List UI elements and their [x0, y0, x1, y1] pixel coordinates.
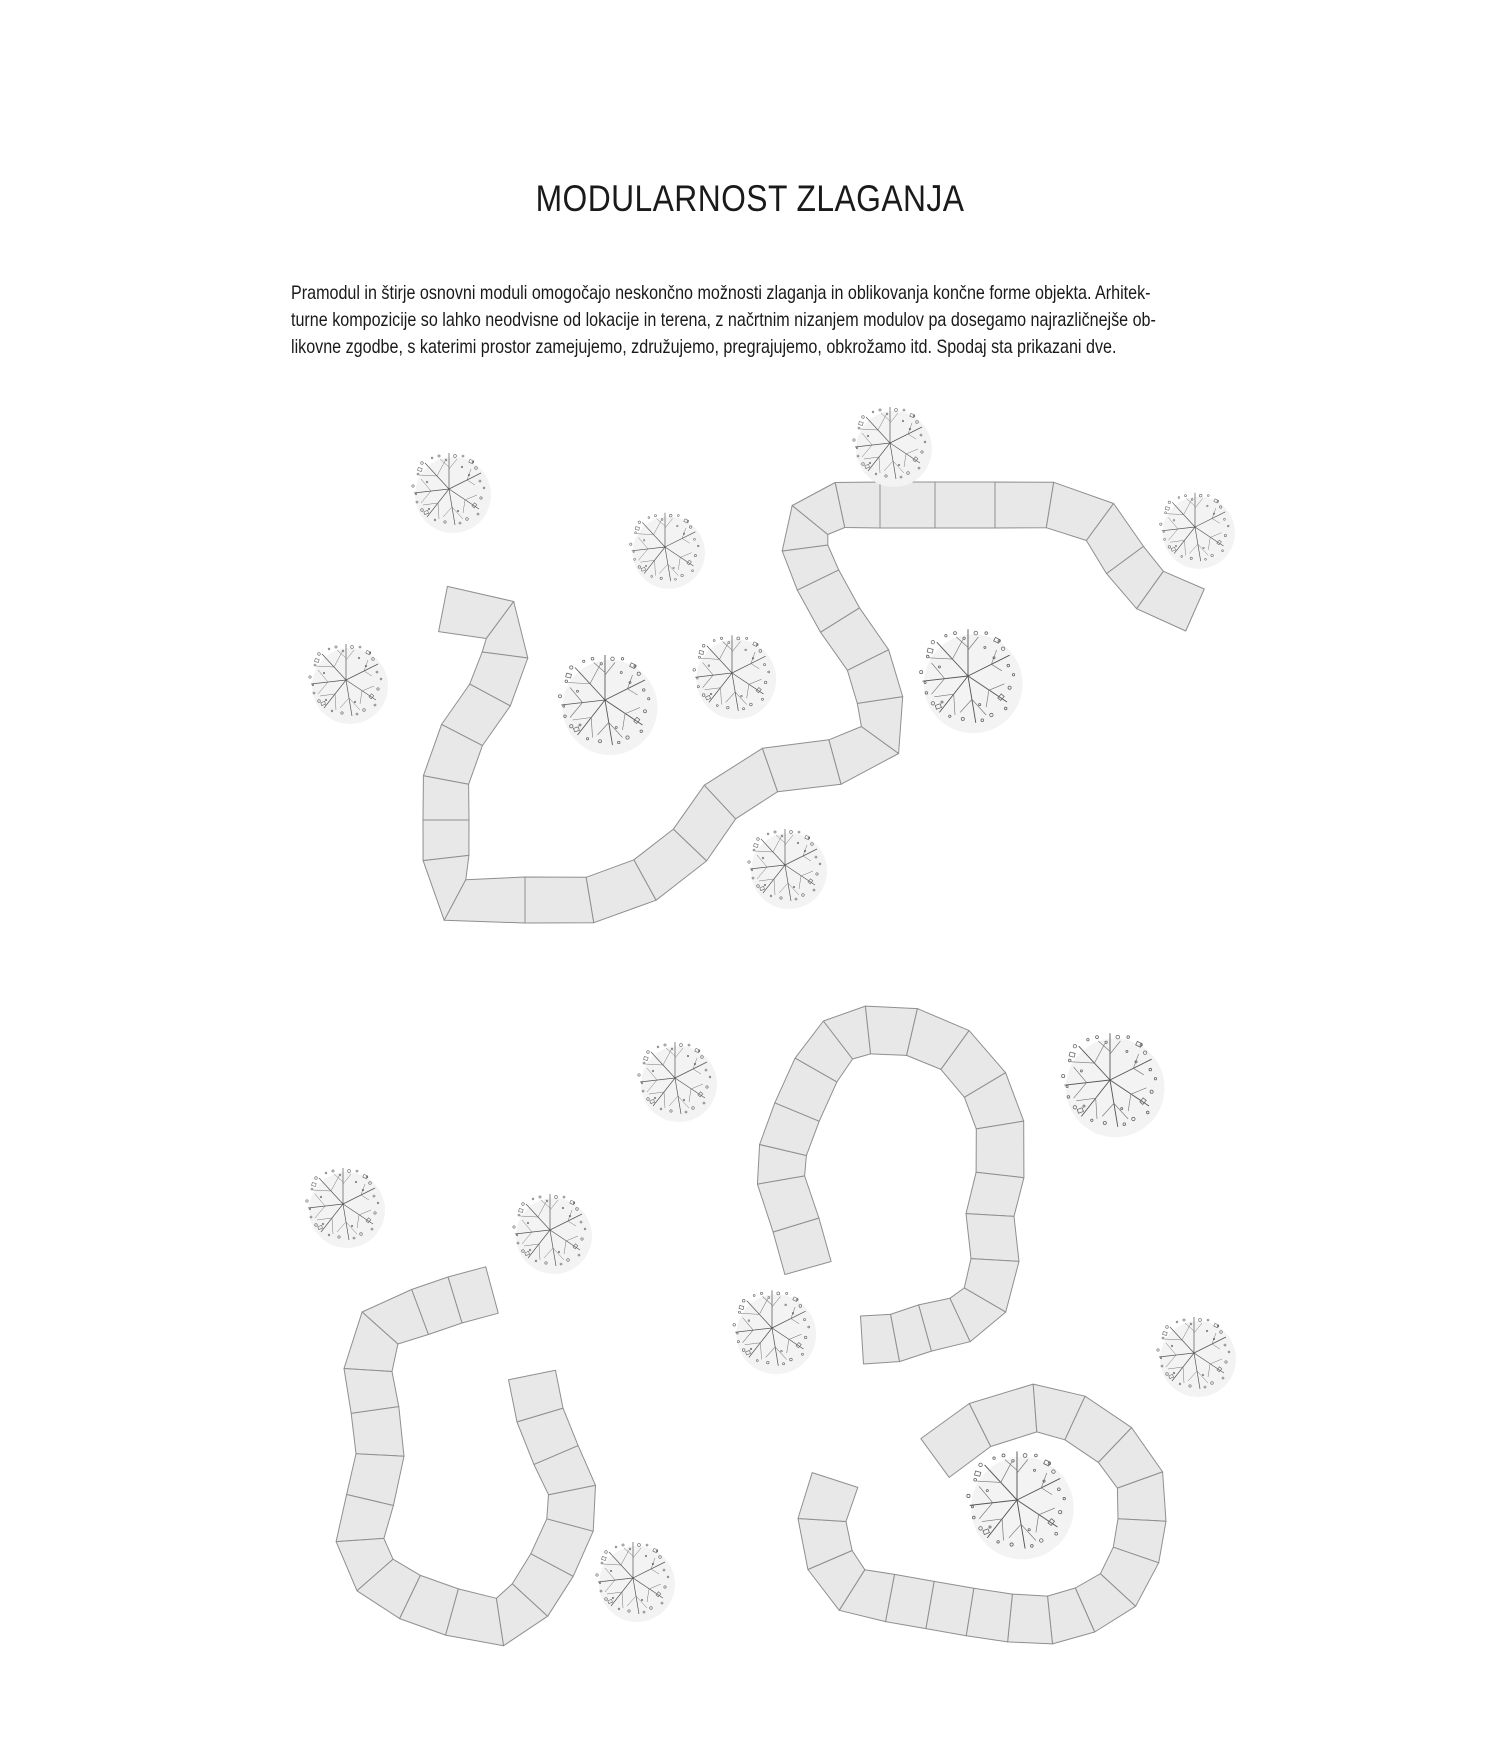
- module-tile: [525, 877, 594, 923]
- module-tile: [798, 1473, 858, 1522]
- module-tile: [935, 482, 995, 528]
- composition-bracket: [336, 1267, 595, 1646]
- module-tile: [966, 1172, 1024, 1216]
- module-tile: [1008, 1594, 1053, 1644]
- intro-line-3: likovne zgodbe, s katerimi prostor zamejujemo, združujemo, pregrajujemo, obkrožamo itd. Spodaj sta prikazani dve.: [291, 336, 1117, 358]
- module-tile: [344, 1369, 399, 1414]
- intro-line-1: Pramodul in štirje osnovni moduli omogočajo neskončno možnosti zlaganja in oblikovanja končne forme objekta. Arhitek-: [291, 282, 1151, 304]
- intro-line-2: turne kompozicije so lahko neodvisne od lokacije in terena, z načrtnim nizanjem modulov pa dosegamo najrazličnejše ob-: [291, 309, 1156, 331]
- module-tile: [351, 1407, 404, 1457]
- module-tile: [995, 482, 1054, 528]
- module-tile: [966, 1214, 1019, 1262]
- module-tile: [976, 1121, 1024, 1178]
- page-title: MODULARNOST ZLAGANJA: [535, 178, 965, 219]
- module-tile: [966, 1588, 1012, 1642]
- module-tile: [880, 482, 935, 528]
- module-tile: [423, 820, 469, 861]
